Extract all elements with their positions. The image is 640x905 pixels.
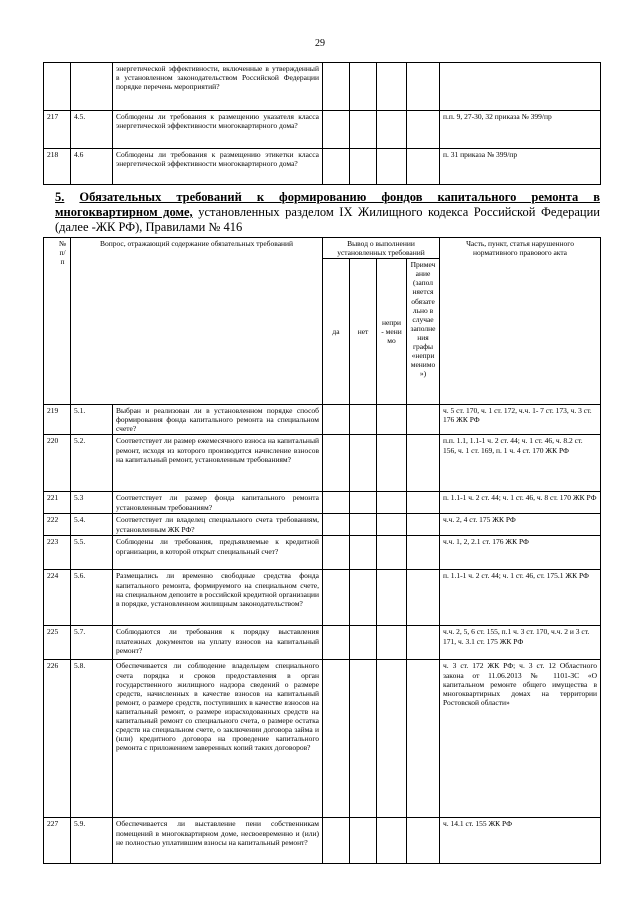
table-row (44, 660, 601, 818)
section-title: Обязательных требований к формированию фондов капитального ремонта в многоквартирном доме, (55, 190, 600, 219)
cell-no[interactable] (350, 405, 377, 435)
table-section-5 (43, 237, 601, 864)
cell-yes[interactable] (323, 492, 350, 514)
cell-no[interactable] (350, 149, 377, 185)
cell-yes[interactable] (323, 435, 350, 492)
cell-no[interactable] (350, 660, 377, 818)
table-row (44, 405, 601, 435)
cell-note[interactable] (407, 536, 440, 570)
row-number: 223 (44, 536, 71, 570)
header-reference: Часть, пункт, статья нарушенного нормативного правового акта (440, 238, 601, 405)
table-row (44, 63, 601, 111)
cell-yes[interactable] (323, 405, 350, 435)
row-question: Обеспечивается ли выставление пени собственникам помещений в многоквартирном доме, несвоевременно и (или) не полностью уплатившим взносы на капитальный ремонт? (113, 818, 323, 864)
table-section-4 (43, 62, 601, 185)
row-reference: ч.ч. 2, 4 ст. 175 ЖК РФ (440, 514, 601, 536)
row-reference: ч.ч. 1, 2, 2.1 ст. 176 ЖК РФ (440, 536, 601, 570)
cell-no[interactable] (350, 111, 377, 149)
row-reference: ч. 14.1 ст. 155 ЖК РФ (440, 818, 601, 864)
row-number: 218 (44, 149, 71, 185)
header-row (44, 238, 601, 259)
cell-na[interactable] (377, 405, 407, 435)
cell-no[interactable] (350, 514, 377, 536)
cell-yes[interactable] (323, 536, 350, 570)
cell-note[interactable] (407, 111, 440, 149)
cell-yes[interactable] (323, 818, 350, 864)
row-number: 217 (44, 111, 71, 149)
cell-yes[interactable] (323, 63, 350, 111)
cell-no[interactable] (350, 536, 377, 570)
cell-no[interactable] (350, 435, 377, 492)
row-code: 5.8. (71, 660, 113, 818)
cell-na[interactable] (377, 149, 407, 185)
cell-na[interactable] (377, 660, 407, 818)
row-code: 5.6. (71, 570, 113, 626)
row-number: 220 (44, 435, 71, 492)
row-number: 224 (44, 570, 71, 626)
header-question: Вопрос, отражающий содержание обязательных требований (71, 238, 323, 405)
row-reference (440, 63, 601, 111)
table-row (44, 626, 601, 660)
row-question: Соблюдены ли требования к размещению этикетки класса энергетической эффективности многоквартирного дома? (113, 149, 323, 185)
page-number: 29 (315, 38, 325, 49)
row-reference: п.п. 9, 27-30, 32 приказа № 399/пр (440, 111, 601, 149)
cell-note[interactable] (407, 435, 440, 492)
cell-na[interactable] (377, 536, 407, 570)
row-number: 225 (44, 626, 71, 660)
cell-yes[interactable] (323, 660, 350, 818)
header-yes: да (323, 259, 350, 405)
cell-note[interactable] (407, 63, 440, 111)
cell-note[interactable] (407, 492, 440, 514)
row-code: 4.5. (71, 111, 113, 149)
cell-yes[interactable] (323, 111, 350, 149)
row-reference: п. 31 приказа № 399/пр (440, 149, 601, 185)
row-reference: п.п. 1.1, 1.1-1 ч. 2 ст. 44; ч. 1 ст. 46, ч. 8.2 ст. 156, ч. 1 ст. 169, п. 1 ч. 4 ст. 170 ЖК РФ (440, 435, 601, 492)
row-question: Обеспечивается ли соблюдение владельцем специального счета порядка и сроков предоставления в орган государственного жилищного надзора сведений о размере средств, начисленных в качестве взносов на капитальный ремонт, о размере средств, поступивших в качестве взносов на капитальный ремонт, о размере израсходованных средств на капитальный ремонт со специального счета, о размере остатка средств на специальном счете, о заключении договора займа и (или) кредитного договора на проведение капитального ремонта с приложением заверенных копий таких договоров? (113, 660, 323, 818)
row-code: 5.7. (71, 626, 113, 660)
cell-note[interactable] (407, 818, 440, 864)
row-number: 221 (44, 492, 71, 514)
cell-na[interactable] (377, 111, 407, 149)
row-question: Выбран и реализован ли в установленном порядке способ формирования фонда капитального ремонта на специальном счете? (113, 405, 323, 435)
cell-na[interactable] (377, 570, 407, 626)
row-question: Размещались ли временно свободные средства фонда капитального ремонта, формируемого на специальном счете, на специальном депозите в российской кредитной организации в порядке, установленном жилищным законодательством? (113, 570, 323, 626)
header-note: Примеч ание (запол няется обязате льно в случае заполне ния графы «непри менимо ») (407, 259, 440, 405)
row-reference: ч. 3 ст. 172 ЖК РФ; ч. 3 ст. 12 Областного закона от 11.06.2013 № 1101-ЗС «О капитальном ремонте общего имущества в многоквартирных домах на территории Ростовской области» (440, 660, 601, 818)
cell-yes[interactable] (323, 149, 350, 185)
row-number (44, 63, 71, 111)
header-not-applicable: непри - мени мо (377, 259, 407, 405)
row-number: 226 (44, 660, 71, 818)
row-question: энергетической эффективности, включенные в утвержденный в установленном законодательством Российской Федерации порядке перечень мероприятий? (113, 63, 323, 111)
row-code: 5.9. (71, 818, 113, 864)
row-code: 5.1. (71, 405, 113, 435)
row-question: Соответствует ли размер ежемесячного взноса на капитальный ремонт, исходя из которого производится начисление взносов на капитальный ремонт, установленным требованиям? (113, 435, 323, 492)
header-no: нет (350, 259, 377, 405)
section-number: 5. (55, 190, 65, 204)
row-code: 5.3 (71, 492, 113, 514)
cell-note[interactable] (407, 626, 440, 660)
row-number: 219 (44, 405, 71, 435)
row-code: 5.5. (71, 536, 113, 570)
cell-no[interactable] (350, 818, 377, 864)
header-conclusion: Вывод о выполнении установленных требований (323, 238, 440, 259)
table-row (44, 492, 601, 514)
cell-note[interactable] (407, 570, 440, 626)
row-number: 222 (44, 514, 71, 536)
cell-na[interactable] (377, 435, 407, 492)
row-question: Соответствует ли размер фонда капитального ремонта установленным требованиям? (113, 492, 323, 514)
table-row (44, 570, 601, 626)
table-row (44, 536, 601, 570)
header-num: № п/п (44, 238, 71, 405)
row-code (71, 63, 113, 111)
cell-note[interactable] (407, 149, 440, 185)
row-reference: п. 1.1-1 ч. 2 ст. 44; ч. 1 ст. 46, ч. 8 ст. 170 ЖК РФ (440, 492, 601, 514)
row-code: 4.6 (71, 149, 113, 185)
cell-note[interactable] (407, 405, 440, 435)
cell-yes[interactable] (323, 514, 350, 536)
cell-no[interactable] (350, 63, 377, 111)
row-reference: ч. 5 ст. 170, ч. 1 ст. 172, ч.ч. 1- 7 ст. 173, ч. 3 ст. 176 ЖК РФ (440, 405, 601, 435)
cell-no[interactable] (350, 570, 377, 626)
cell-note[interactable] (407, 514, 440, 536)
row-code: 5.4. (71, 514, 113, 536)
section-heading (55, 190, 600, 235)
table-row (44, 435, 601, 492)
cell-no[interactable] (350, 626, 377, 660)
cell-na[interactable] (377, 626, 407, 660)
cell-note[interactable] (407, 660, 440, 818)
row-reference: ч.ч. 2, 5, 6 ст. 155, п.1 ч. 3 ст. 170, ч.ч. 2 и 3 ст. 171, ч. 3.1 ст. 175 ЖК РФ (440, 626, 601, 660)
row-question: Соблюдены ли требования к размещению указателя класса энергетической эффективности многоквартирного дома? (113, 111, 323, 149)
row-number: 227 (44, 818, 71, 864)
cell-na[interactable] (377, 63, 407, 111)
table-row (44, 149, 601, 185)
row-question: Соблюдаются ли требования к порядку выставления платежных документов на уплату взносов на капитальный ремонт? (113, 626, 323, 660)
table-row (44, 514, 601, 536)
cell-yes[interactable] (323, 570, 350, 626)
row-reference: п. 1.1-1 ч. 2 ст. 44; ч. 1 ст. 46, ст. 175.1 ЖК РФ (440, 570, 601, 626)
row-question: Соответствует ли владелец специального счета требованиям, установленным ЖК РФ? (113, 514, 323, 536)
row-code: 5.2. (71, 435, 113, 492)
cell-no[interactable] (350, 492, 377, 514)
cell-na[interactable] (377, 492, 407, 514)
cell-na[interactable] (377, 514, 407, 536)
table-row (44, 111, 601, 149)
row-question: Соблюдены ли требования, предъявляемые к кредитной организации, в которой открыт специальный счет? (113, 536, 323, 570)
table-row (44, 818, 601, 864)
cell-na[interactable] (377, 818, 407, 864)
cell-yes[interactable] (323, 626, 350, 660)
section-title-rest: установленных разделом IX Жилищного кодекса Российской Федерации (далее -ЖК РФ), Правилами № 416 (55, 205, 600, 234)
